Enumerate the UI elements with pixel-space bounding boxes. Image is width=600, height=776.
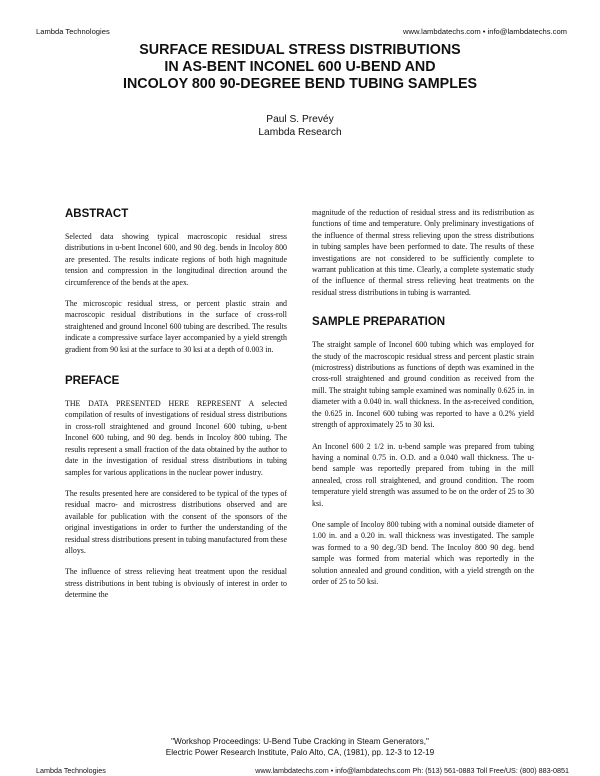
citation	[80, 736, 520, 758]
title-line: IN AS-BENT INCONEL 600 U-BEND AND	[164, 59, 436, 75]
abstract-paragraph: Selected data showing typical macroscopic residual stress distributions in u-bent Inconel 600, and 90 deg. bends in Incoloy 800 are presented. The results indicate regions of both high magnitude tension and compression in the longitudinal direction around the circumference of the bends at the apex.	[65, 232, 287, 287]
sample-paragraph: The straight sample of Inconel 600 tubing which was employed for the study of the macroscopic residual stress and percent plastic strain (microstress) distributions as functions of depth was examined in the cross-roll straightened and ground condition as received from the mill. The straight tubing sample examined was nominally 0.625 in. in diameter with a 0.040 in. wall thickness. In the as-received condition, the 0.625 in. Inconel 600 tubing was reported to have a 0.2% yield strength of approximately 25 to 30 ksi.	[312, 340, 534, 430]
abstract-paragraph: The microscopic residual stress, or percent plastic strain and macroscopic residual distributions in the surface of cross-roll straightened and ground Inconel 600 tubing are described. The results indicate a compressive surface layer accompanied by a yield strength gradient from 90 ksi at the surface to 30 ksi at a depth of 0.003 in.	[65, 299, 287, 354]
citation-line: "Workshop Proceedings: U-Bend Tube Cracking in Steam Generators,"	[171, 737, 429, 746]
author-block	[150, 113, 450, 139]
header-contact: www.lambdatechs.com • info@lambdatechs.com	[403, 27, 567, 36]
left-column	[65, 207, 287, 611]
preface-paragraph: The results presented here are considered to be typical of the types of residual macro- and microstress distributions observed and are available for publication with the consent of the sponsors of the original investigations in order to further the understanding of the residual stress distributions present in tubing manufactured from these alloys.	[65, 488, 287, 555]
footer-contact: www.lambdatechs.com • info@lambdatechs.com Ph: (513) 561-0883 Toll Free/US: (800) 883-0851	[255, 766, 569, 775]
paper-title	[60, 42, 540, 93]
author-name: Paul S. Prevéy	[266, 114, 334, 125]
title-line: INCOLOY 800 90-DEGREE BEND TUBING SAMPLES	[122, 76, 478, 92]
citation-line: Electric Power Research Institute, Palo Alto, CA, (1981), pp. 12-3 to 12-19	[165, 748, 435, 757]
sample-paragraph: An Inconel 600 2 1/2 in. u-bend sample was prepared from tubing having a nominal 0.75 in. O.D. and a 0.040 wall thickness. The u-bend sample was reportedly prepared from tubing in the mill annealed, cross roll straightened, and ground condition. The room temperature yield strength was assumed to be on the order of 25 to 30 ksi.	[312, 441, 534, 508]
preface-paragraph: The influence of stress relieving heat treatment upon the residual stress distributions in bent tubing is obviously of interest in order to determine the	[65, 567, 287, 600]
footer-company: Lambda Technologies	[36, 766, 106, 775]
preface-paragraph: THE DATA PRESENTED HERE REPRESENT A selected compilation of results of investigations of residual stress distributions in cross-roll straightened and ground Inconel 600 tubing, u-bent Inconel 600 tubing, and 90 deg. bends in Incoloy 800 tubing. The results represent a small fraction of the data obtained by the author to date in the investigation of residual stress distributions in tubing samples for various applications in the nuclear power industry.	[65, 399, 287, 477]
header-company: Lambda Technologies	[36, 27, 110, 36]
preface-continuation: magnitude of the reduction of residual stress and its redistribution as functions of time and temperature. Only preliminary investigations of the influence of thermal stress relieving upon the stress distributions in tubing samples have been performed to date. The results of these investigations are not considered to be sufficiently complete to warrant publication at this time. Clearly, a complete systematic study of the influence of thermal stress relieving heat treatments on the residual stress distributions in tubing is warranted.	[312, 208, 534, 297]
title-line: SURFACE RESIDUAL STRESS DISTRIBUTIONS	[139, 42, 461, 58]
right-column	[312, 207, 534, 597]
preface-heading: PREFACE	[65, 375, 120, 388]
author-affiliation: Lambda Research	[258, 127, 342, 138]
sample-paragraph: One sample of Incoloy 800 tubing with a nominal outside diameter of 1.00 in. and a 0.20 in. wall thickness was investigated. The sample was formed to a 90 deg./3D bend. The Incoloy 800 90 deg. bend sample was formed from material which was reportedly in the solution annealed and ground condition, with a yield strength on the order of 25 to 50 ksi.	[312, 519, 534, 586]
sample-preparation-heading: SAMPLE PREPARATION	[312, 316, 446, 329]
abstract-heading: ABSTRACT	[65, 208, 129, 220]
